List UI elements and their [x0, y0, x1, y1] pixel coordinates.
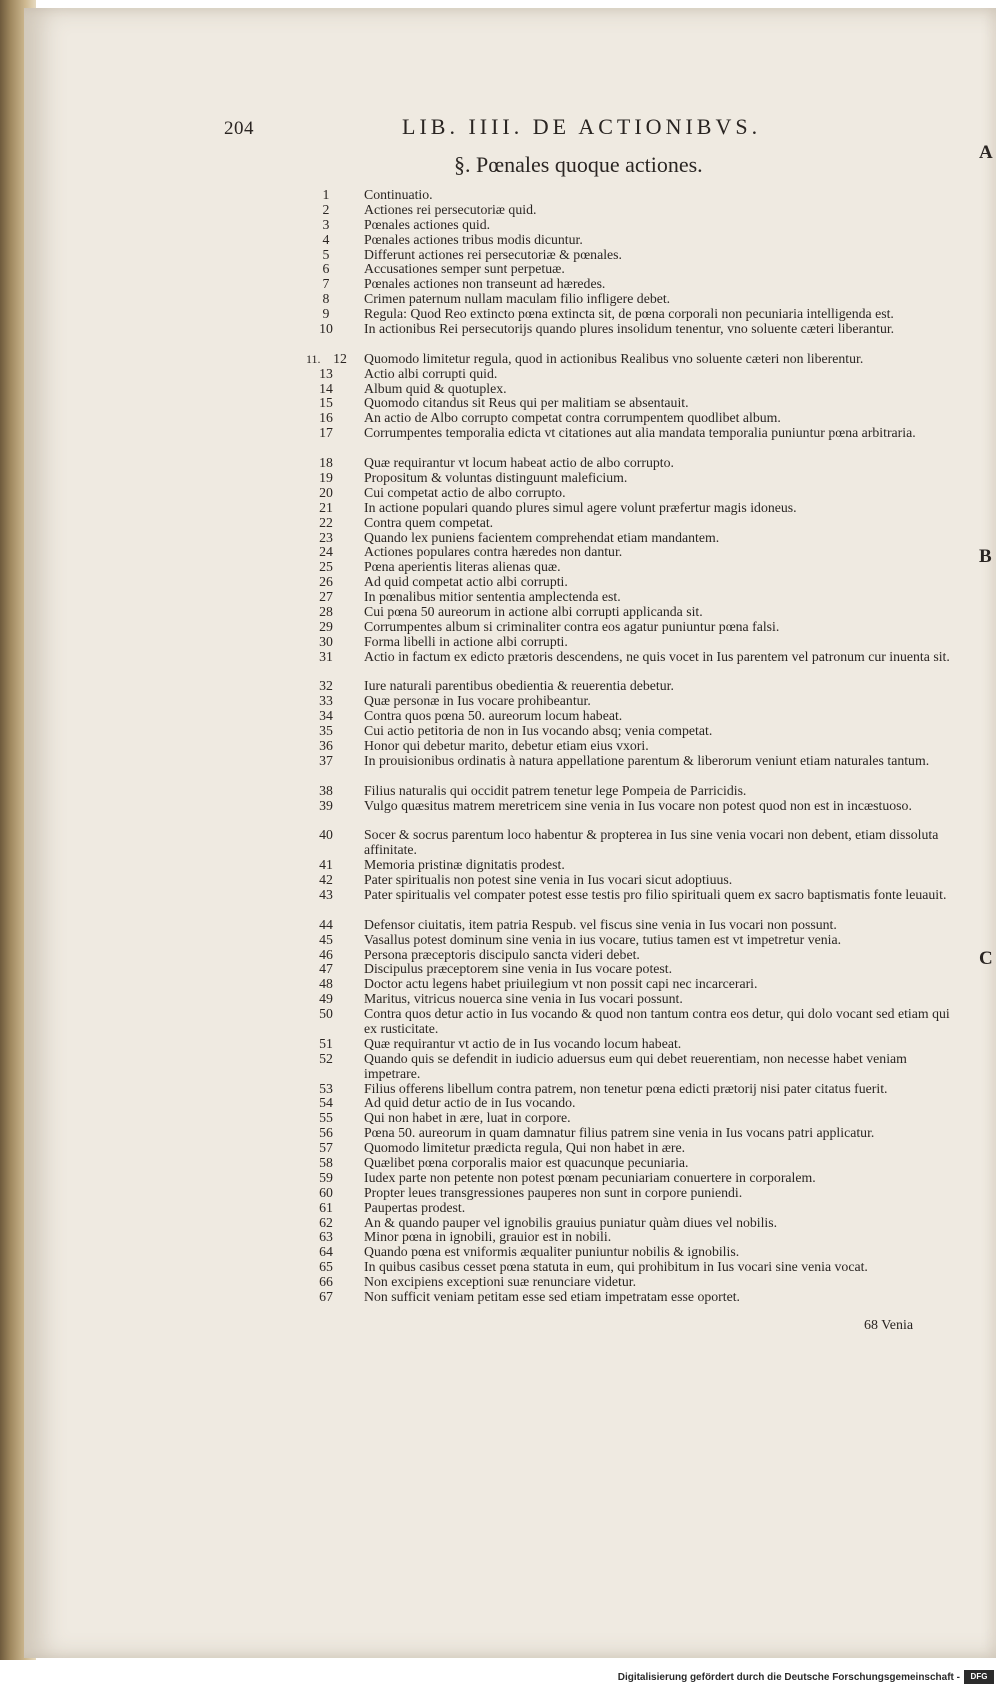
entry-text: Memoria pristinæ dignitatis prodest.: [364, 857, 565, 873]
summary-list: [24, 188, 996, 1305]
entry-number: 63: [319, 1229, 333, 1245]
list-item: [24, 575, 996, 590]
entry-number: 58: [319, 1155, 333, 1171]
entry-text: Filius offerens libellum contra patrem, non tenetur pœna edicti prætorij nisi pater citatus fuerit.: [364, 1080, 888, 1096]
entry-text: Pœnales actiones non transeunt ad hæredes.: [364, 276, 606, 292]
entry-text: Differunt actiones rei persecutoriæ & pœnales.: [364, 246, 622, 262]
entry-number: 27: [319, 589, 333, 605]
entry-text: Cui competat actio de albo corrupto.: [364, 484, 566, 500]
entry-number: 16: [319, 410, 333, 426]
list-item: [24, 292, 996, 307]
list-item: [24, 784, 996, 799]
list-item: [24, 411, 996, 426]
entry-text: Quælibet pœna corporalis maior est quacunque pecuniaria.: [364, 1155, 689, 1171]
entry-number: 52: [319, 1050, 333, 1066]
list-item: [24, 486, 996, 501]
entry-text: Pater spiritualis non potest sine venia in Ius vocari sicut adoptiuus.: [364, 872, 733, 888]
list-item: [24, 203, 996, 218]
digitization-credit: Digitalisierung gefördert durch die Deutsche Forschungsgemeinschaft -: [617, 1672, 960, 1683]
entry-text: Defensor ciuitatis, item patria Respub. vel fiscus sine venia in Ius vocari non possunt.: [364, 916, 837, 932]
entry-text: Filius naturalis qui occidit patrem tenetur lege Pompeia de Parricidis.: [364, 782, 747, 798]
list-item: [24, 1126, 996, 1141]
entry-number: 38: [319, 782, 333, 798]
entry-text: Pœnales actiones quid.: [364, 216, 491, 232]
entry-number: 15: [319, 395, 333, 411]
entry-number: 33: [319, 693, 333, 709]
entry-number: 32: [319, 678, 333, 694]
entry-number: 51: [319, 1035, 333, 1051]
entry-number: 19: [319, 469, 333, 485]
entry-number: 40: [319, 827, 333, 843]
list-item: [24, 1290, 996, 1305]
entry-text: Pœnales actiones tribus modis dicuntur.: [364, 231, 583, 247]
list-item: [24, 277, 996, 292]
list-item: [24, 233, 996, 248]
entry-text: Actio in factum ex edicto prætoris descendens, ne quis vocet in Ius parentem vel patronum cur inuenta sit.: [364, 648, 950, 664]
entry-number: 67: [319, 1289, 333, 1305]
entry-number: 36: [319, 738, 333, 753]
entry-number: 57: [319, 1140, 333, 1156]
entry-number: 55: [319, 1110, 333, 1126]
list-item: [24, 307, 996, 322]
entry-number: 13: [319, 365, 333, 381]
list-item: [24, 382, 996, 397]
entry-text: Socer & socrus parentum loco habentur & propterea in Ius sine venia vocari non debent, etiam dissoluta affinitate.: [364, 827, 939, 858]
entry-text: Actiones rei persecutoriæ quid.: [364, 201, 537, 217]
catchword: 68 Venia: [864, 1318, 914, 1333]
entry-text: An & quando pauper vel ignobilis grauius puniatur quàm diues vel nobilis.: [364, 1214, 778, 1230]
entry-number: 39: [319, 797, 333, 813]
list-item: [24, 1230, 996, 1245]
list-item: [24, 620, 996, 635]
list-item: [24, 218, 996, 233]
entry-number: 54: [319, 1095, 333, 1111]
entry-text: Regula: Quod Reo extincto pœna extincta sit, de pœna corporali non pecuniaria intelligenda est.: [364, 306, 894, 322]
entry-text: Quomodo citandus sit Reus qui per malitiam se absentauit.: [364, 395, 689, 411]
list-item: [24, 1275, 996, 1290]
entry-text: Iure naturali parentibus obedientia & reuerentia debetur.: [364, 678, 674, 694]
list-item: [24, 977, 996, 992]
list-item: [24, 918, 996, 933]
entry-text: In pœnalibus mitior sententia amplectenda est.: [364, 589, 621, 605]
entry-number: 5: [322, 246, 330, 262]
list-item: [24, 262, 996, 277]
page-number: 204: [224, 118, 254, 139]
entry-number: 21: [319, 499, 333, 515]
entry-text: Qui non habet in ære, luat in corpore.: [364, 1110, 571, 1126]
entry-text: Honor qui debetur marito, debetur etiam eius vxori.: [364, 738, 649, 753]
entry-number: 46: [319, 946, 333, 962]
section-title: §. Pœnales quoque actiones.: [454, 152, 703, 177]
entry-text: Pœna aperientis literas alienas quæ.: [364, 559, 561, 575]
entry-number: 37: [319, 752, 333, 768]
list-item: [24, 1201, 996, 1216]
entry-text: Ad quid competat actio albi corrupti.: [364, 574, 568, 590]
entry-text: Crimen paternum nullam maculam filio infligere debet.: [364, 291, 671, 307]
entry-text: Contra quos detur actio in Ius vocando & quod non tantum contra eos detur, qui dolo vocant sed etiam qui ex rusticitate.: [364, 1006, 950, 1036]
entry-text: Accusationes semper sunt perpetuæ.: [364, 261, 565, 277]
list-item: [24, 933, 996, 948]
entry-text: Corrumpentes album si criminaliter contra eos agatur puniuntur pœna falsi.: [364, 618, 780, 634]
entry-text: In actione populari quando plures simul agere volunt præfertur magis idoneus.: [364, 499, 797, 515]
list-item: [24, 545, 996, 560]
entry-number: 35: [319, 723, 333, 739]
entry-number: 8: [322, 291, 330, 307]
list-item: [24, 1052, 996, 1082]
entry-text: Quæ personæ in Ius vocare prohibeantur.: [364, 693, 591, 709]
entry-text: Quæ requirantur vt actio de in Ius vocando locum habeat.: [364, 1035, 682, 1051]
list-item: [24, 962, 996, 977]
entry-number: 48: [319, 976, 333, 992]
entry-text: Pater spiritualis vel compater potest esse testis pro filio spirituali quem ex sacro baptismatis fonte leuauit.: [364, 886, 947, 902]
entry-number: 59: [319, 1169, 333, 1185]
entry-marginal-number: 11.: [306, 351, 321, 366]
list-item: [24, 501, 996, 516]
entry-number: 43: [319, 886, 333, 902]
entry-number: 25: [319, 559, 333, 575]
entry-number: 20: [319, 484, 333, 500]
entry-text: Ad quid detur actio de in Ius vocando.: [364, 1095, 576, 1111]
entry-number: 9: [322, 306, 330, 322]
entry-number: 22: [319, 514, 333, 530]
entry-number: 30: [319, 633, 333, 649]
entry-text: Persona præceptoris discipulo sancta videri debet.: [364, 946, 640, 962]
entry-number: 65: [319, 1259, 333, 1275]
list-item: [24, 426, 996, 456]
entry-text: Quando pœna est vniformis æqualiter puniuntur nobilis & ignobilis.: [364, 1244, 740, 1260]
entry-text: Quando quis se defendit in iudicio aduersus eum qui debet reuerentiam, non necesse habet veniam impetrare.: [364, 1050, 907, 1081]
list-item: [24, 1260, 996, 1275]
entry-number: 62: [319, 1214, 333, 1230]
entry-number: 2: [322, 201, 330, 217]
list-item: [24, 799, 996, 829]
entry-text: Propositum & voluntas distinguunt maleficium.: [364, 469, 628, 485]
entry-text: Maritus, vitricus nouerca sine venia in Ius vocari possunt.: [364, 991, 683, 1007]
entry-text: In actionibus Rei persecutorijs quando plures insolidum tenentur, vno soluente cæteri liberantur.: [364, 321, 895, 337]
margin-letter-c: C: [979, 948, 993, 969]
list-item: [24, 650, 996, 680]
list-item: [24, 1141, 996, 1156]
entry-number: 45: [319, 931, 333, 947]
list-item: [24, 1037, 996, 1052]
entry-text: Paupertas prodest.: [364, 1199, 466, 1215]
entry-text: In quibus casibus cesset pœna statuta in eum, qui prohibitum in Ius vocari sine venia vocat.: [364, 1259, 868, 1275]
list-item: [24, 1082, 996, 1097]
list-item: [24, 754, 996, 784]
entry-text: Cui pœna 50 aureorum in actione albi corrupti applicanda sit.: [364, 603, 703, 619]
entry-number: 10: [319, 321, 333, 337]
list-item: [24, 590, 996, 605]
list-item: [24, 1007, 996, 1037]
entry-number: 61: [319, 1199, 333, 1215]
entry-number: 14: [319, 380, 333, 396]
list-item: [24, 679, 996, 694]
list-item: [24, 352, 996, 367]
list-item: [24, 456, 996, 471]
book-page: [24, 8, 996, 1658]
list-item: [24, 635, 996, 650]
entry-number: 1: [322, 187, 330, 202]
entry-number: 7: [322, 276, 330, 292]
entry-number: 64: [319, 1244, 333, 1260]
entry-text: Cui actio petitoria de non in Ius vocando absq; venia competat.: [364, 723, 713, 739]
list-item: [24, 605, 996, 620]
list-item: [24, 1245, 996, 1260]
list-item: [24, 724, 996, 739]
entry-text: Quando lex puniens facientem comprehendat etiam mandantem.: [364, 529, 720, 545]
entry-number: 31: [319, 648, 333, 664]
list-item: [24, 1171, 996, 1186]
list-item: [24, 471, 996, 486]
entry-number: 23: [319, 529, 333, 545]
entry-number: 49: [319, 991, 333, 1007]
entry-text: Contra quos pœna 50. aureorum locum habeat.: [364, 708, 623, 724]
list-item: [24, 828, 996, 858]
list-item: [24, 322, 996, 352]
entry-text: Quæ requirantur vt locum habeat actio de albo corrupto.: [364, 455, 674, 471]
list-item: [24, 1096, 996, 1111]
entry-text: Vasallus potest dominum sine venia in ius vocare, tutius tamen est vt impetretur venia.: [364, 931, 842, 947]
entry-number: 34: [319, 708, 333, 724]
entry-number: 26: [319, 574, 333, 590]
entry-text: Actio albi corrupti quid.: [364, 365, 498, 381]
list-item: [24, 948, 996, 963]
entry-number: 47: [319, 961, 333, 977]
list-item: [24, 1216, 996, 1231]
dfg-logo: DFG: [964, 1670, 994, 1684]
list-item: [24, 560, 996, 575]
entry-number: 53: [319, 1080, 333, 1096]
list-item: [24, 248, 996, 263]
entry-number: 66: [319, 1274, 333, 1290]
list-item: [24, 1156, 996, 1171]
list-item: [24, 858, 996, 873]
entry-text: Minor pœna in ignobili, grauior est in nobili.: [364, 1229, 612, 1245]
margin-letter-a: A: [979, 142, 993, 163]
entry-text: Non sufficit veniam petitam esse sed etiam impetratam esse oportet.: [364, 1289, 740, 1305]
entry-text: Contra quem competat.: [364, 514, 494, 530]
entry-number: 50: [319, 1006, 333, 1022]
entry-text: Iudex parte non petente non potest pœnam pecuniariam conuertere in corporalem.: [364, 1169, 816, 1185]
entry-text: Actiones populares contra hæredes non dantur.: [364, 544, 623, 560]
entry-text: In prouisionibus ordinatis à natura appellatione parentum & liberorum veniunt etiam naturales tantum.: [364, 752, 930, 768]
list-item: [24, 367, 996, 382]
list-item: [24, 1186, 996, 1201]
entry-number: 44: [319, 916, 333, 932]
entry-text: Corrumpentes temporalia edicta vt citationes aut alia mandata temporalia puniuntur pœna arbitraria.: [364, 425, 916, 441]
entry-text: Continuatio.: [364, 187, 433, 202]
list-item: [24, 396, 996, 411]
list-item: [24, 992, 996, 1007]
entry-number: 6: [322, 261, 330, 277]
entry-text: Vulgo quæsitus matrem meretricem sine venia in Ius vocare non potest quod non est in incæstuoso.: [364, 797, 912, 813]
page-header: [24, 114, 996, 144]
entry-number: 3: [322, 216, 330, 232]
list-item: [24, 739, 996, 754]
entry-text: Forma libelli in actione albi corrupti.: [364, 633, 568, 649]
list-item: [24, 709, 996, 724]
list-item: [24, 1111, 996, 1126]
list-item: [24, 694, 996, 709]
entry-text: Pœna 50. aureorum in quam damnatur filius patrem sine venia in Ius vocans patri applicatur.: [364, 1125, 875, 1141]
entry-number: 17: [319, 425, 333, 441]
entry-number: 12: [333, 350, 347, 366]
entry-number: 60: [319, 1184, 333, 1200]
entry-number: 56: [319, 1125, 333, 1141]
entry-text: Doctor actu legens habet priuilegium vt non possit capi nec incarcerari.: [364, 976, 758, 992]
running-title: LIB. IIII. DE ACTIONIBVS.: [402, 114, 762, 139]
footer-bar: [0, 1660, 1000, 1696]
entry-text: Quomodo limitetur regula, quod in actionibus Realibus vno soluente cæteri non liberentur.: [364, 350, 864, 366]
entry-text: Non excipiens exceptioni suæ renunciare videtur.: [364, 1274, 637, 1290]
list-item: [24, 516, 996, 531]
list-item: [24, 888, 996, 918]
entry-number: 4: [322, 231, 330, 247]
margin-letter-b: B: [979, 546, 992, 567]
entry-text: Discipulus præceptorem sine venia in Ius vocare potest.: [364, 961, 673, 977]
entry-text: An actio de Albo corrupto competat contra corrumpentem quodlibet album.: [364, 410, 781, 426]
list-item: [24, 531, 996, 546]
entry-text: Propter leues transgressiones pauperes non sunt in corpore puniendi.: [364, 1184, 743, 1200]
list-item: [24, 188, 996, 203]
entry-text: Quomodo limitetur prædicta regula, Qui non habet in ære.: [364, 1140, 686, 1156]
entry-number: 29: [319, 618, 333, 634]
list-item: [24, 873, 996, 888]
entry-number: 42: [319, 872, 333, 888]
entry-number: 28: [319, 603, 333, 619]
entry-text: Album quid & quotuplex.: [364, 380, 507, 396]
entry-number: 41: [319, 857, 333, 873]
entry-number: 24: [319, 544, 333, 560]
entry-number: 18: [319, 455, 333, 471]
